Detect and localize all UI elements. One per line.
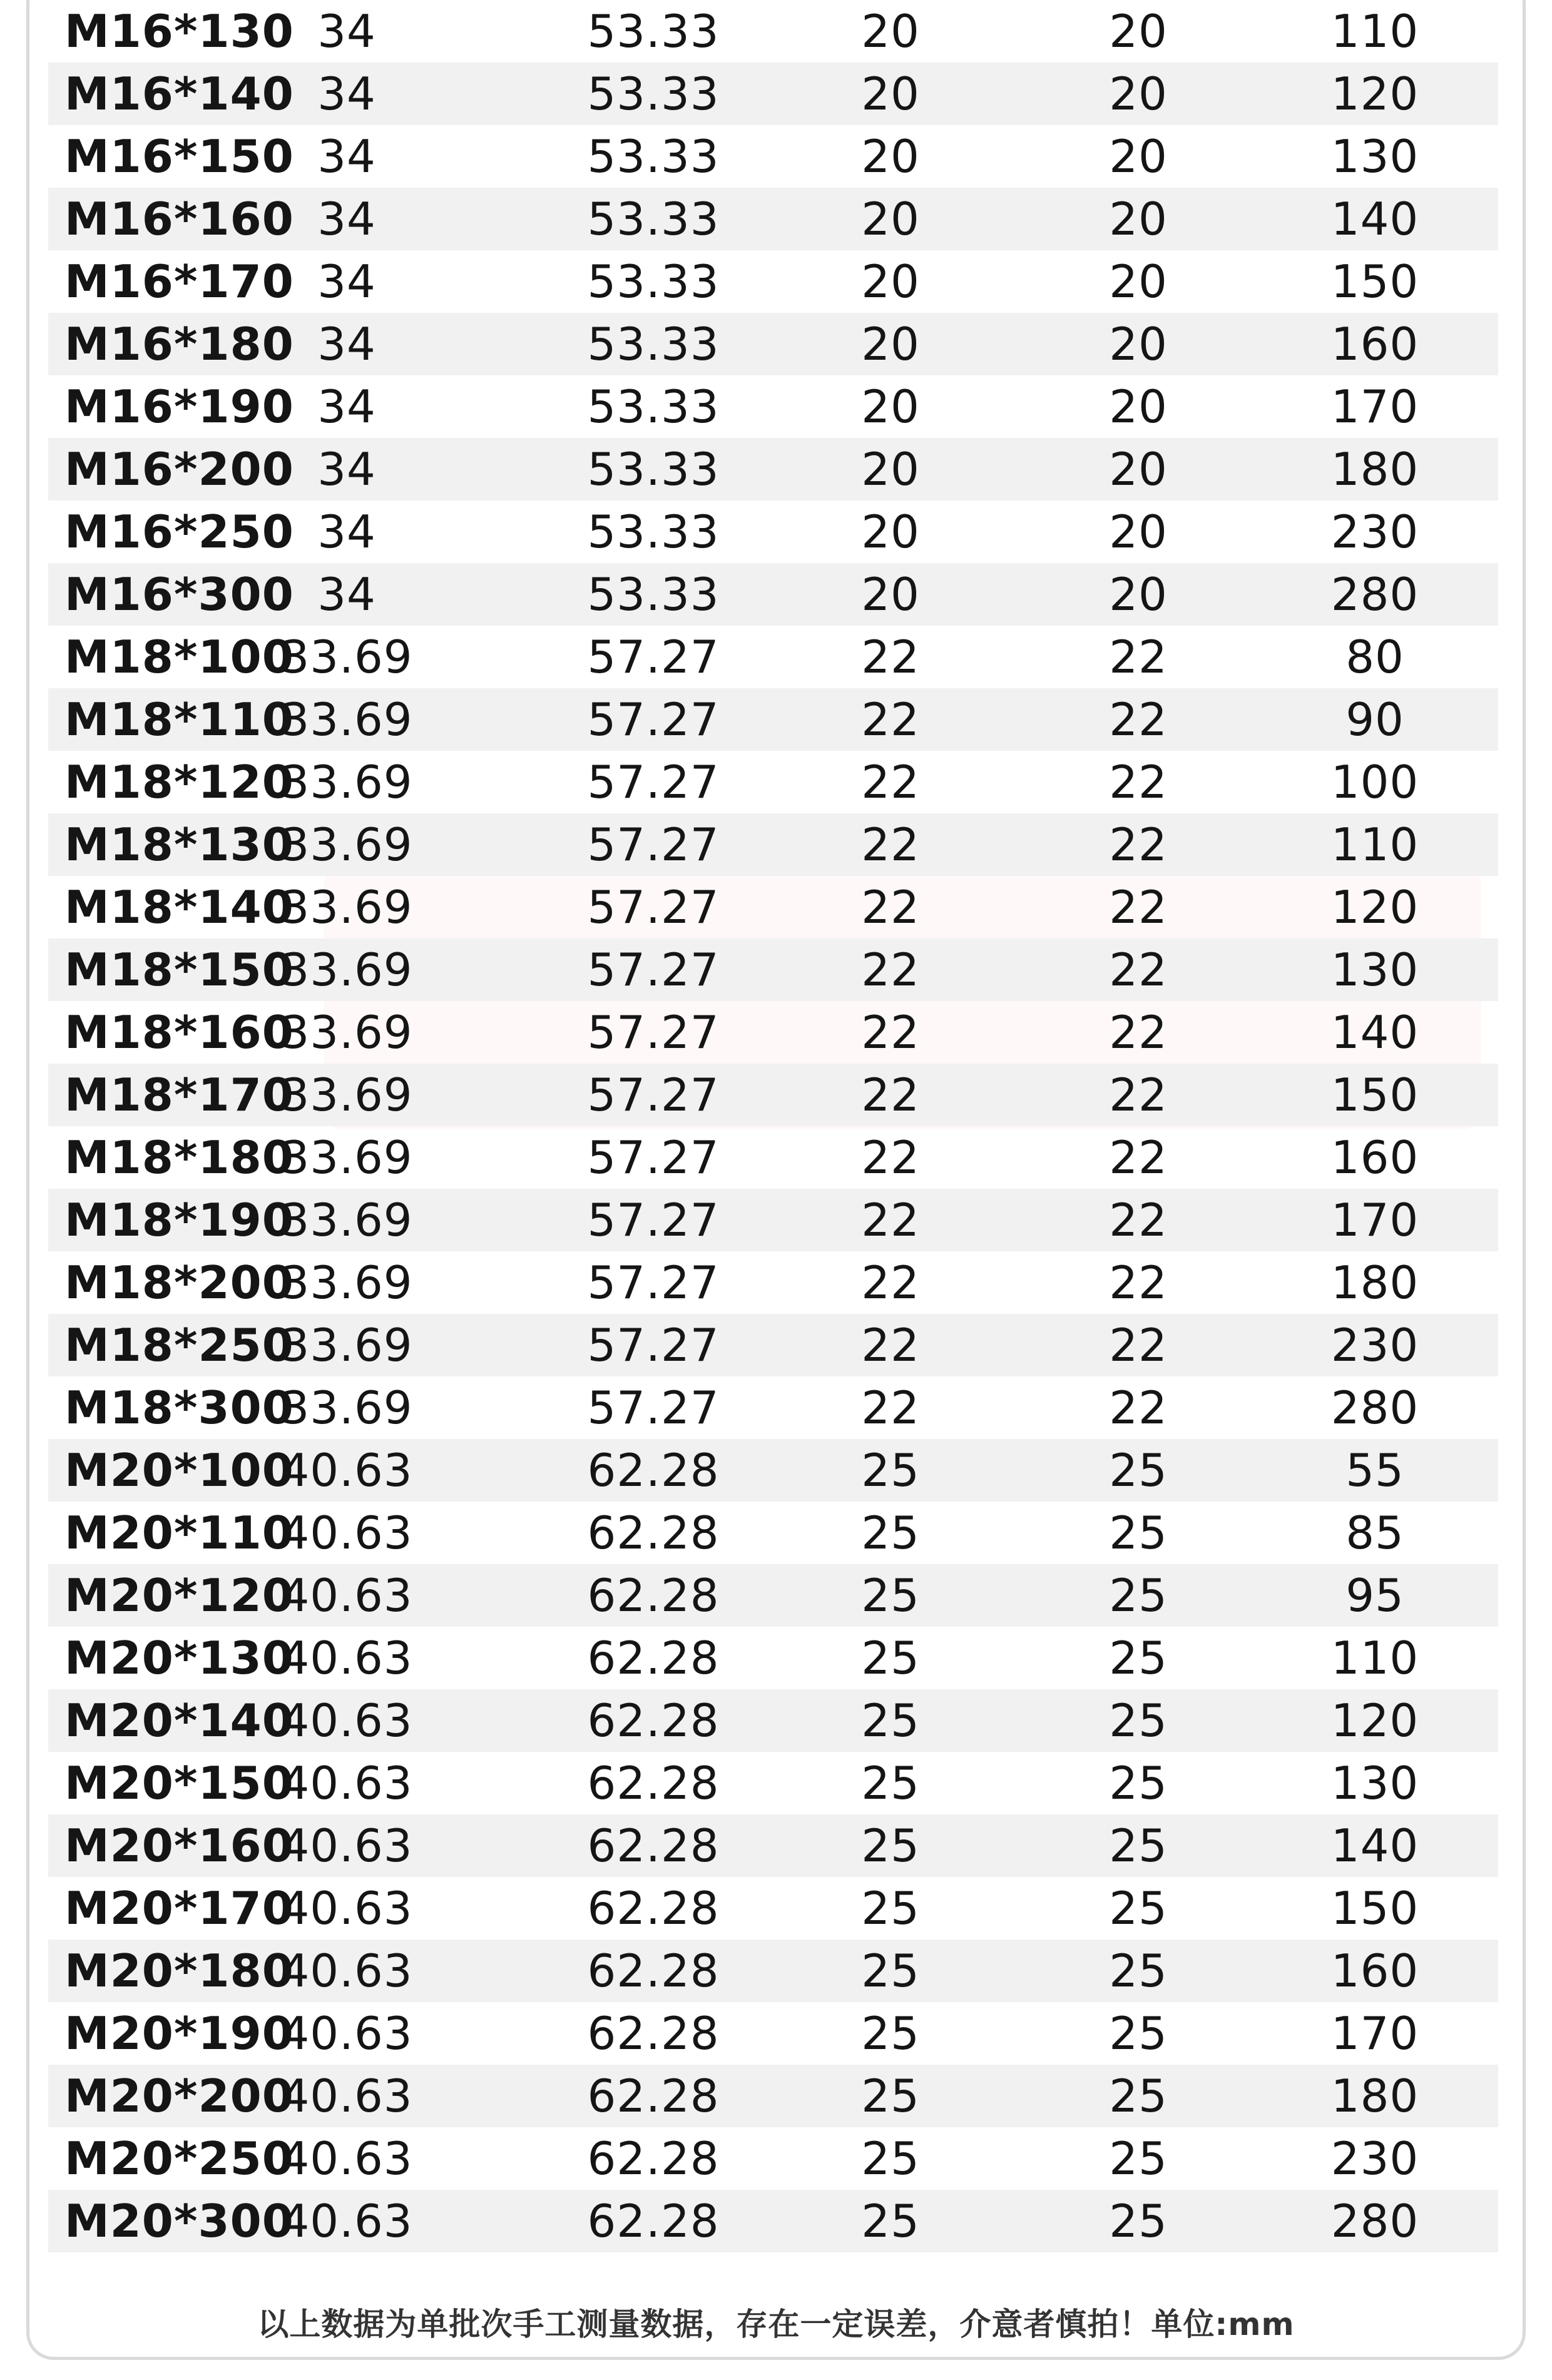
spec-value-cell: 22 (861, 693, 920, 746)
spec-size-cell: M20*250 (64, 2132, 294, 2185)
spec-value-cell: 57.27 (587, 818, 720, 871)
spec-value-cell: 140 (1330, 193, 1419, 245)
spec-size-cell: M20*170 (64, 1882, 294, 1935)
spec-value-cell: 34 (317, 5, 376, 58)
table-row (48, 1251, 1498, 1314)
spec-size-cell: M18*160 (64, 1006, 294, 1059)
spec-value-cell: 53.33 (587, 506, 720, 558)
spec-value-cell: 120 (1330, 1694, 1419, 1747)
table-row (48, 563, 1498, 626)
spec-value-cell: 33.69 (280, 1069, 413, 1121)
spec-value-cell: 20 (861, 130, 920, 183)
spec-value-cell: 25 (861, 1882, 920, 1935)
spec-value-cell: 53.33 (587, 318, 720, 370)
spec-value-cell: 62.28 (587, 1507, 720, 1559)
spec-value-cell: 34 (317, 443, 376, 496)
spec-value-cell: 25 (1109, 2007, 1168, 2060)
spec-value-cell: 62.28 (587, 1757, 720, 1809)
spec-value-cell: 53.33 (587, 5, 720, 58)
spec-value-cell: 53.33 (587, 380, 720, 433)
spec-value-cell: 33.69 (280, 943, 413, 996)
spec-value-cell: 110 (1330, 818, 1419, 871)
spec-value-cell: 62.28 (587, 2070, 720, 2122)
spec-size-cell: M20*180 (64, 1945, 294, 1997)
table-row (48, 1877, 1498, 1940)
spec-value-cell: 22 (1109, 1131, 1168, 1184)
spec-value-cell: 22 (1109, 693, 1168, 746)
spec-value-cell: 22 (1109, 1319, 1168, 1371)
spec-size-cell: M16*160 (64, 193, 294, 245)
spec-value-cell: 25 (861, 2007, 920, 2060)
spec-value-cell: 62.28 (587, 1945, 720, 1997)
spec-value-cell: 22 (1109, 631, 1168, 683)
spec-value-cell: 20 (1109, 380, 1168, 433)
table-row (48, 751, 1498, 813)
spec-value-cell: 22 (1109, 1256, 1168, 1309)
table-row (48, 938, 1498, 1001)
spec-value-cell: 62.28 (587, 1632, 720, 1684)
table-row (48, 1627, 1498, 1689)
spec-value-cell: 33.69 (280, 818, 413, 871)
spec-value-cell: 57.27 (587, 693, 720, 746)
spec-value-cell: 55 (1345, 1444, 1404, 1497)
spec-value-cell: 180 (1330, 2070, 1419, 2122)
table-row (48, 1189, 1498, 1251)
spec-value-cell: 34 (317, 68, 376, 120)
spec-size-cell: M18*110 (64, 693, 294, 746)
spec-size-cell: M16*130 (64, 5, 294, 58)
spec-value-cell: 40.63 (280, 1819, 413, 1872)
table-row (48, 0, 1498, 63)
spec-value-cell: 34 (317, 193, 376, 245)
spec-value-cell: 53.33 (587, 68, 720, 120)
table-row (48, 626, 1498, 688)
spec-value-cell: 22 (1109, 881, 1168, 933)
table-row (48, 1001, 1498, 1064)
spec-size-cell: M20*140 (64, 1694, 294, 1747)
spec-value-cell: 33.69 (280, 1319, 413, 1371)
spec-value-cell: 22 (1109, 1006, 1168, 1059)
spec-size-cell: M20*300 (64, 2195, 294, 2247)
spec-value-cell: 20 (861, 318, 920, 370)
spec-value-cell: 62.28 (587, 1694, 720, 1747)
spec-value-cell: 57.27 (587, 1319, 720, 1371)
spec-value-cell: 25 (861, 2195, 920, 2247)
spec-value-cell: 57.27 (587, 756, 720, 808)
spec-value-cell: 25 (1109, 1694, 1168, 1747)
spec-size-cell: M18*150 (64, 943, 294, 996)
spec-value-cell: 25 (1109, 1757, 1168, 1809)
spec-value-cell: 25 (1109, 1507, 1168, 1559)
spec-value-cell: 34 (317, 130, 376, 183)
spec-size-cell: M18*100 (64, 631, 294, 683)
spec-value-cell: 20 (1109, 193, 1168, 245)
table-row (48, 1752, 1498, 1814)
spec-size-cell: M18*190 (64, 1194, 294, 1246)
spec-value-cell: 230 (1330, 2132, 1419, 2185)
spec-value-cell: 90 (1345, 693, 1404, 746)
spec-value-cell: 280 (1330, 568, 1419, 621)
spec-value-cell: 20 (861, 443, 920, 496)
table-row (48, 125, 1498, 188)
spec-value-cell: 40.63 (280, 1882, 413, 1935)
table-row (48, 1689, 1498, 1752)
spec-value-cell: 120 (1330, 68, 1419, 120)
table-row (48, 438, 1498, 501)
spec-value-cell: 180 (1330, 443, 1419, 496)
spec-value-cell: 100 (1330, 756, 1419, 808)
spec-value-cell: 160 (1330, 318, 1419, 370)
spec-table (48, 0, 1498, 2252)
spec-value-cell: 22 (861, 818, 920, 871)
spec-value-cell: 22 (861, 1381, 920, 1434)
spec-value-cell: 150 (1330, 255, 1419, 308)
spec-value-cell: 25 (861, 1632, 920, 1684)
spec-value-cell: 20 (1109, 130, 1168, 183)
spec-value-cell: 160 (1330, 1131, 1419, 1184)
spec-value-cell: 57.27 (587, 1131, 720, 1184)
spec-value-cell: 25 (861, 2070, 920, 2122)
spec-value-cell: 33.69 (280, 693, 413, 746)
spec-size-cell: M16*200 (64, 443, 294, 496)
spec-value-cell: 120 (1330, 881, 1419, 933)
spec-size-cell: M16*150 (64, 130, 294, 183)
spec-value-cell: 62.28 (587, 1819, 720, 1872)
spec-size-cell: M20*100 (64, 1444, 294, 1497)
spec-size-cell: M16*180 (64, 318, 294, 370)
spec-value-cell: 33.69 (280, 1381, 413, 1434)
spec-value-cell: 22 (1109, 1381, 1168, 1434)
spec-size-cell: M20*190 (64, 2007, 294, 2060)
table-row (48, 1814, 1498, 1877)
spec-value-cell: 57.27 (587, 1381, 720, 1434)
spec-value-cell: 22 (861, 1131, 920, 1184)
spec-size-cell: M16*250 (64, 506, 294, 558)
spec-value-cell: 25 (861, 2132, 920, 2185)
spec-value-cell: 33.69 (280, 1194, 413, 1246)
spec-value-cell: 33.69 (280, 631, 413, 683)
spec-value-cell: 20 (1109, 5, 1168, 58)
table-row (48, 1940, 1498, 2002)
spec-value-cell: 25 (1109, 2132, 1168, 2185)
spec-size-cell: M16*190 (64, 380, 294, 433)
spec-value-cell: 25 (861, 1757, 920, 1809)
spec-value-cell: 140 (1330, 1006, 1419, 1059)
spec-value-cell: 62.28 (587, 2007, 720, 2060)
footnote: 以上数据为单批次手工测量数据，存在一定误差，介意者慎拍！单位:mm (257, 2306, 1295, 2342)
spec-value-cell: 53.33 (587, 193, 720, 245)
spec-value-cell: 33.69 (280, 756, 413, 808)
spec-value-cell: 40.63 (280, 2007, 413, 2060)
table-row (48, 63, 1498, 125)
spec-value-cell: 130 (1330, 130, 1419, 183)
table-row (48, 688, 1498, 751)
spec-value-cell: 22 (861, 631, 920, 683)
spec-value-cell: 40.63 (280, 2132, 413, 2185)
spec-value-cell: 57.27 (587, 881, 720, 933)
spec-value-cell: 25 (1109, 1945, 1168, 1997)
table-row (48, 188, 1498, 250)
spec-value-cell: 95 (1345, 1569, 1404, 1622)
table-row (48, 1439, 1498, 1502)
spec-value-cell: 40.63 (280, 1569, 413, 1622)
spec-value-cell: 62.28 (587, 1882, 720, 1935)
spec-value-cell: 22 (861, 1319, 920, 1371)
spec-value-cell: 25 (861, 1444, 920, 1497)
spec-value-cell: 62.28 (587, 2195, 720, 2247)
spec-value-cell: 53.33 (587, 255, 720, 308)
spec-value-cell: 33.69 (280, 881, 413, 933)
table-row (48, 813, 1498, 876)
spec-value-cell: 34 (317, 380, 376, 433)
table-row (48, 1502, 1498, 1564)
spec-value-cell: 57.27 (587, 943, 720, 996)
spec-size-cell: M20*200 (64, 2070, 294, 2122)
spec-size-cell: M18*120 (64, 756, 294, 808)
spec-value-cell: 20 (1109, 506, 1168, 558)
spec-value-cell: 34 (317, 568, 376, 621)
table-row (48, 250, 1498, 313)
table-row (48, 501, 1498, 563)
table-row (48, 876, 1498, 938)
spec-size-cell: M18*250 (64, 1319, 294, 1371)
spec-value-cell: 150 (1330, 1069, 1419, 1121)
spec-value-cell: 20 (861, 568, 920, 621)
table-row (48, 1376, 1498, 1439)
spec-size-cell: M20*150 (64, 1757, 294, 1809)
spec-value-cell: 40.63 (280, 1757, 413, 1809)
spec-value-cell: 22 (861, 943, 920, 996)
spec-value-cell: 57.27 (587, 1256, 720, 1309)
spec-value-cell: 85 (1345, 1507, 1404, 1559)
spec-size-cell: M18*170 (64, 1069, 294, 1121)
spec-value-cell: 110 (1330, 1632, 1419, 1684)
spec-value-cell: 230 (1330, 506, 1419, 558)
spec-value-cell: 20 (1109, 568, 1168, 621)
spec-value-cell: 25 (1109, 1819, 1168, 1872)
spec-value-cell: 22 (1109, 1194, 1168, 1246)
spec-value-cell: 20 (1109, 318, 1168, 370)
spec-value-cell: 34 (317, 255, 376, 308)
spec-value-cell: 280 (1330, 1381, 1419, 1434)
spec-value-cell: 40.63 (280, 2070, 413, 2122)
spec-size-cell: M18*140 (64, 881, 294, 933)
spec-value-cell: 25 (861, 1945, 920, 1997)
spec-value-cell: 40.63 (280, 1632, 413, 1684)
table-row (48, 375, 1498, 438)
spec-value-cell: 22 (1109, 818, 1168, 871)
spec-value-cell: 22 (1109, 1069, 1168, 1121)
spec-value-cell: 20 (1109, 68, 1168, 120)
spec-value-cell: 110 (1330, 5, 1419, 58)
spec-value-cell: 20 (1109, 443, 1168, 496)
spec-value-cell: 53.33 (587, 443, 720, 496)
spec-value-cell: 170 (1330, 380, 1419, 433)
spec-value-cell: 25 (861, 1507, 920, 1559)
spec-value-cell: 53.33 (587, 130, 720, 183)
table-row (48, 1564, 1498, 1627)
spec-value-cell: 80 (1345, 631, 1404, 683)
spec-value-cell: 20 (861, 68, 920, 120)
spec-value-cell: 180 (1330, 1256, 1419, 1309)
spec-value-cell: 20 (861, 380, 920, 433)
spec-value-cell: 140 (1330, 1819, 1419, 1872)
spec-value-cell: 170 (1330, 1194, 1419, 1246)
spec-value-cell: 22 (861, 756, 920, 808)
spec-value-cell: 25 (1109, 1569, 1168, 1622)
spec-size-cell: M20*110 (64, 1507, 294, 1559)
spec-value-cell: 150 (1330, 1882, 1419, 1935)
spec-value-cell: 40.63 (280, 2195, 413, 2247)
spec-value-cell: 25 (1109, 1882, 1168, 1935)
spec-value-cell: 34 (317, 318, 376, 370)
spec-value-cell: 57.27 (587, 1069, 720, 1121)
spec-value-cell: 22 (861, 881, 920, 933)
spec-value-cell: 40.63 (280, 1507, 413, 1559)
table-row (48, 313, 1498, 375)
spec-value-cell: 22 (861, 1069, 920, 1121)
spec-size-cell: M18*130 (64, 818, 294, 871)
spec-size-cell: M20*120 (64, 1569, 294, 1622)
spec-value-cell: 25 (861, 1819, 920, 1872)
table-row (48, 2190, 1498, 2252)
table-row (48, 1064, 1498, 1126)
spec-size-cell: M18*180 (64, 1131, 294, 1184)
spec-value-cell: 53.33 (587, 568, 720, 621)
spec-value-cell: 25 (861, 1694, 920, 1747)
spec-value-cell: 57.27 (587, 631, 720, 683)
spec-value-cell: 20 (1109, 255, 1168, 308)
table-row (48, 2127, 1498, 2190)
table-row (48, 1126, 1498, 1189)
spec-value-cell: 22 (861, 1256, 920, 1309)
table-row (48, 1314, 1498, 1376)
spec-value-cell: 33.69 (280, 1256, 413, 1309)
spec-value-cell: 62.28 (587, 1444, 720, 1497)
spec-value-cell: 170 (1330, 2007, 1419, 2060)
spec-value-cell: 22 (861, 1194, 920, 1246)
spec-value-cell: 230 (1330, 1319, 1419, 1371)
spec-value-cell: 34 (317, 506, 376, 558)
spec-value-cell: 22 (1109, 943, 1168, 996)
spec-value-cell: 25 (1109, 1632, 1168, 1684)
spec-value-cell: 20 (861, 5, 920, 58)
spec-value-cell: 280 (1330, 2195, 1419, 2247)
spec-value-cell: 33.69 (280, 1131, 413, 1184)
spec-size-cell: M18*200 (64, 1256, 294, 1309)
spec-value-cell: 57.27 (587, 1006, 720, 1059)
table-row (48, 2065, 1498, 2127)
spec-value-cell: 20 (861, 506, 920, 558)
spec-value-cell: 57.27 (587, 1194, 720, 1246)
spec-size-cell: M20*160 (64, 1819, 294, 1872)
spec-value-cell: 20 (861, 193, 920, 245)
spec-value-cell: 130 (1330, 943, 1419, 996)
spec-value-cell: 25 (1109, 1444, 1168, 1497)
spec-value-cell: 62.28 (587, 2132, 720, 2185)
spec-value-cell: 160 (1330, 1945, 1419, 1997)
spec-value-cell: 40.63 (280, 1444, 413, 1497)
spec-value-cell: 22 (1109, 756, 1168, 808)
spec-size-cell: M20*130 (64, 1632, 294, 1684)
spec-size-cell: M16*170 (64, 255, 294, 308)
spec-size-cell: M16*300 (64, 568, 294, 621)
spec-value-cell: 22 (861, 1006, 920, 1059)
spec-value-cell: 40.63 (280, 1945, 413, 1997)
spec-value-cell: 25 (1109, 2070, 1168, 2122)
spec-size-cell: M18*300 (64, 1381, 294, 1434)
spec-size-cell: M16*140 (64, 68, 294, 120)
spec-value-cell: 62.28 (587, 1569, 720, 1622)
spec-value-cell: 20 (861, 255, 920, 308)
spec-value-cell: 33.69 (280, 1006, 413, 1059)
spec-value-cell: 130 (1330, 1757, 1419, 1809)
table-row (48, 2002, 1498, 2065)
spec-value-cell: 25 (861, 1569, 920, 1622)
spec-value-cell: 40.63 (280, 1694, 413, 1747)
spec-value-cell: 25 (1109, 2195, 1168, 2247)
